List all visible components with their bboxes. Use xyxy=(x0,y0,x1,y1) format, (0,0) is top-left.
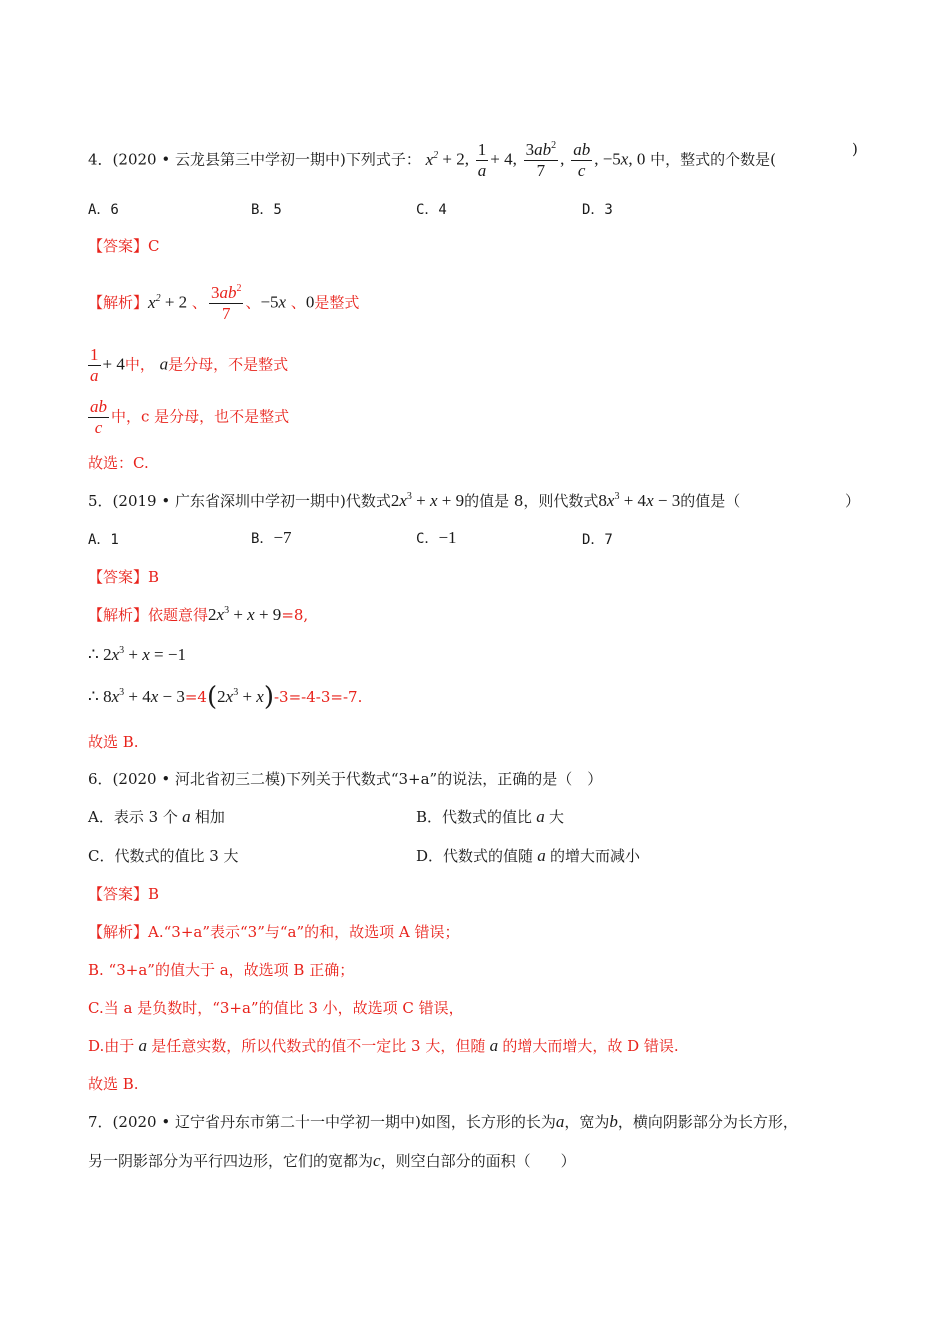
q6-analysis-tag: 【解析】 xyxy=(88,923,149,941)
q6-analysis-d-pre: D.由于 xyxy=(88,1037,135,1055)
q5-analysis-1: 【解析】依题意得$2x^3 + x + 9=8$, xyxy=(88,605,309,624)
q5-stem-b: 的值是 8，则代数式 xyxy=(464,492,599,510)
q4-close-paren: ) xyxy=(852,140,858,158)
q7-stem-2b: ，则空白部分的面积（ ） xyxy=(380,1152,576,1170)
q4-option-b: B．5 xyxy=(251,202,282,218)
q5-option-d: D．7 xyxy=(582,532,613,548)
q4-option-c: C．4 xyxy=(416,202,447,218)
q7-number: 7． xyxy=(88,1113,113,1131)
q4-frac-1-over-a: $\frac{1}{a}$ xyxy=(477,140,487,180)
q5-number: 5． xyxy=(88,492,113,510)
q5-analysis-1-suffix: =8, xyxy=(281,606,309,624)
q4-frac-3ab2-over-7: $\frac{3ab^2}{7}$ xyxy=(525,140,557,180)
q4-stem-post: 中，整式的个数是( xyxy=(650,150,776,169)
q6-stem-text: 下列关于代数式“3+a”的说法，正确的是（ ） xyxy=(285,770,603,788)
q4-stem-pre: 下列式子： xyxy=(345,150,421,169)
q4-analysis-2: $\frac{1}{a}$ + 4中， a是分母，不是整式 xyxy=(90,345,289,385)
q4-analysis-2-suffix: 是分母，不是整式 xyxy=(168,355,289,374)
q4-frac-ab-over-c: $\frac{ab}{c}$ xyxy=(573,140,591,180)
q6-analysis-c: C.当 a 是负数时，“3+a”的值比 3 小，故选项 C 错误， xyxy=(88,999,464,1017)
q4-stem: 4．(2020 • 云龙县第三中学初一期中)下列式子： $x^2 + 2$, $\frac{1}{a}$ + 4, $\frac{3ab^2}{7}$ , $\frac{ab}{c}$ , −5x, 0 中，整式的个数是( xyxy=(88,140,776,180)
q5-close-paren: ） xyxy=(845,492,861,510)
q7-stem-line-1: 7．(2020 • 辽宁省丹东市第二十一中学初一期中)如图，长方形的长为a，宽为b，横向阴影部分为长方形， xyxy=(88,1112,798,1131)
q7-source: (2020 • 辽宁省丹东市第二十一中学初一期中) xyxy=(112,1113,421,1131)
q5-option-c: C．−1 xyxy=(416,528,457,547)
q5-option-a: A．1 xyxy=(88,532,119,548)
q4-analysis-3: $\frac{ab}{c}$ 中，c 是分母，也不是整式 xyxy=(90,397,290,437)
q4-analysis-1-suffix: 是整式 xyxy=(314,293,360,312)
q6-analysis-d: D.由于 a 是任意实数，所以代数式的值不一定比 3 大，但随 a 的增大而增大，故 D 错误. xyxy=(88,1036,679,1055)
q7-stem-1b: ，宽为 xyxy=(564,1113,610,1131)
q6-option-a: A．表示 3 个 a 相加 xyxy=(88,807,225,826)
q5-answer: 【答案】B xyxy=(88,568,160,586)
q7-stem-1a: 如图，长方形的长为 xyxy=(420,1113,556,1131)
q6-stem xyxy=(88,768,602,790)
q4-conclusion: 故选：C. xyxy=(88,454,149,472)
q4-answer: 【答案】C xyxy=(88,237,160,255)
q4-source: (2020 • 云龙县第三中学初一期中) xyxy=(112,150,346,169)
q7-stem-line-2: 另一阴影部分为平行四边形，它们的宽都为c，则空白部分的面积（ ） xyxy=(88,1151,576,1170)
q6-analysis-d-mid: 是任意实数，所以代数式的值不一定比 3 大，但随 xyxy=(151,1037,486,1055)
q5-analysis-3-mid: =4 xyxy=(184,688,207,706)
q6-option-b: B．代数式的值比 a 大 xyxy=(416,807,565,826)
q6-option-c: C．代数式的值比 3 大 xyxy=(88,847,239,865)
q4-analysis-1: 【解析】$x^2 + 2$ 、 $\frac{3ab^2}{7}$ 、−5x 、0是整式 xyxy=(88,283,360,323)
q5-option-b: B．−7 xyxy=(251,528,292,547)
q5-stem: 5．(2019 • 广东省深圳中学初一期中)代数式$2x^3 + x + 9$的值是 8，则代数式$8x^3 + 4x - 3$的值是（ xyxy=(88,491,741,510)
q6-source: (2020 • 河北省初三二模) xyxy=(112,770,286,788)
q6-conclusion: 故选 B. xyxy=(88,1075,139,1093)
q4-option-a: A．6 xyxy=(88,202,119,218)
q6-answer: 【答案】B xyxy=(88,885,160,903)
q5-analysis-3-suffix: -3=-4-3=-7. xyxy=(273,688,363,706)
q5-analysis-tag: 【解析】 xyxy=(88,606,149,624)
q4-analysis-tag: 【解析】 xyxy=(88,293,149,312)
q4-expr-1: $x^2$ xyxy=(425,149,439,169)
q5-source: (2019 • 广东省深圳中学初一期中) xyxy=(112,492,346,510)
q5-stem-a: 代数式 xyxy=(345,492,391,510)
q6-number: 6． xyxy=(88,770,113,788)
q5-analysis-2: ∴ $2x^3 + x = -1$ xyxy=(88,645,186,664)
q5-analysis-3: ∴ $8x^3 + 4x - 3=4(2x^3 + x)-3=-4-3=-7$. xyxy=(88,682,363,712)
q6-analysis-a-text: A.“3+a”表示“3”与“a”的和，故选项 A 错误； xyxy=(148,923,460,941)
q4-number: 4． xyxy=(88,150,113,169)
q4-analysis-3-suffix: 中，c 是分母，也不是整式 xyxy=(111,407,290,426)
q6-analysis-d-post: 的增大而增大，故 D 错误. xyxy=(502,1037,679,1055)
q5-conclusion: 故选 B. xyxy=(88,733,139,751)
q4-option-d: D．3 xyxy=(582,202,613,218)
q6-analysis-b: B. “3+a”的值大于 a，故选项 B 正确； xyxy=(88,961,355,979)
q5-analysis-1-text: 依题意得 xyxy=(148,606,209,624)
q7-stem-1c: ，横向阴影部分为长方形， xyxy=(617,1113,798,1131)
q6-analysis-a xyxy=(88,921,460,943)
q7-stem-2a: 另一阴影部分为平行四边形，它们的宽都为 xyxy=(88,1152,374,1170)
q5-stem-c: 的值是（ xyxy=(680,492,741,510)
q6-option-d: D．代数式的值随 a 的增大而减小 xyxy=(416,846,641,865)
